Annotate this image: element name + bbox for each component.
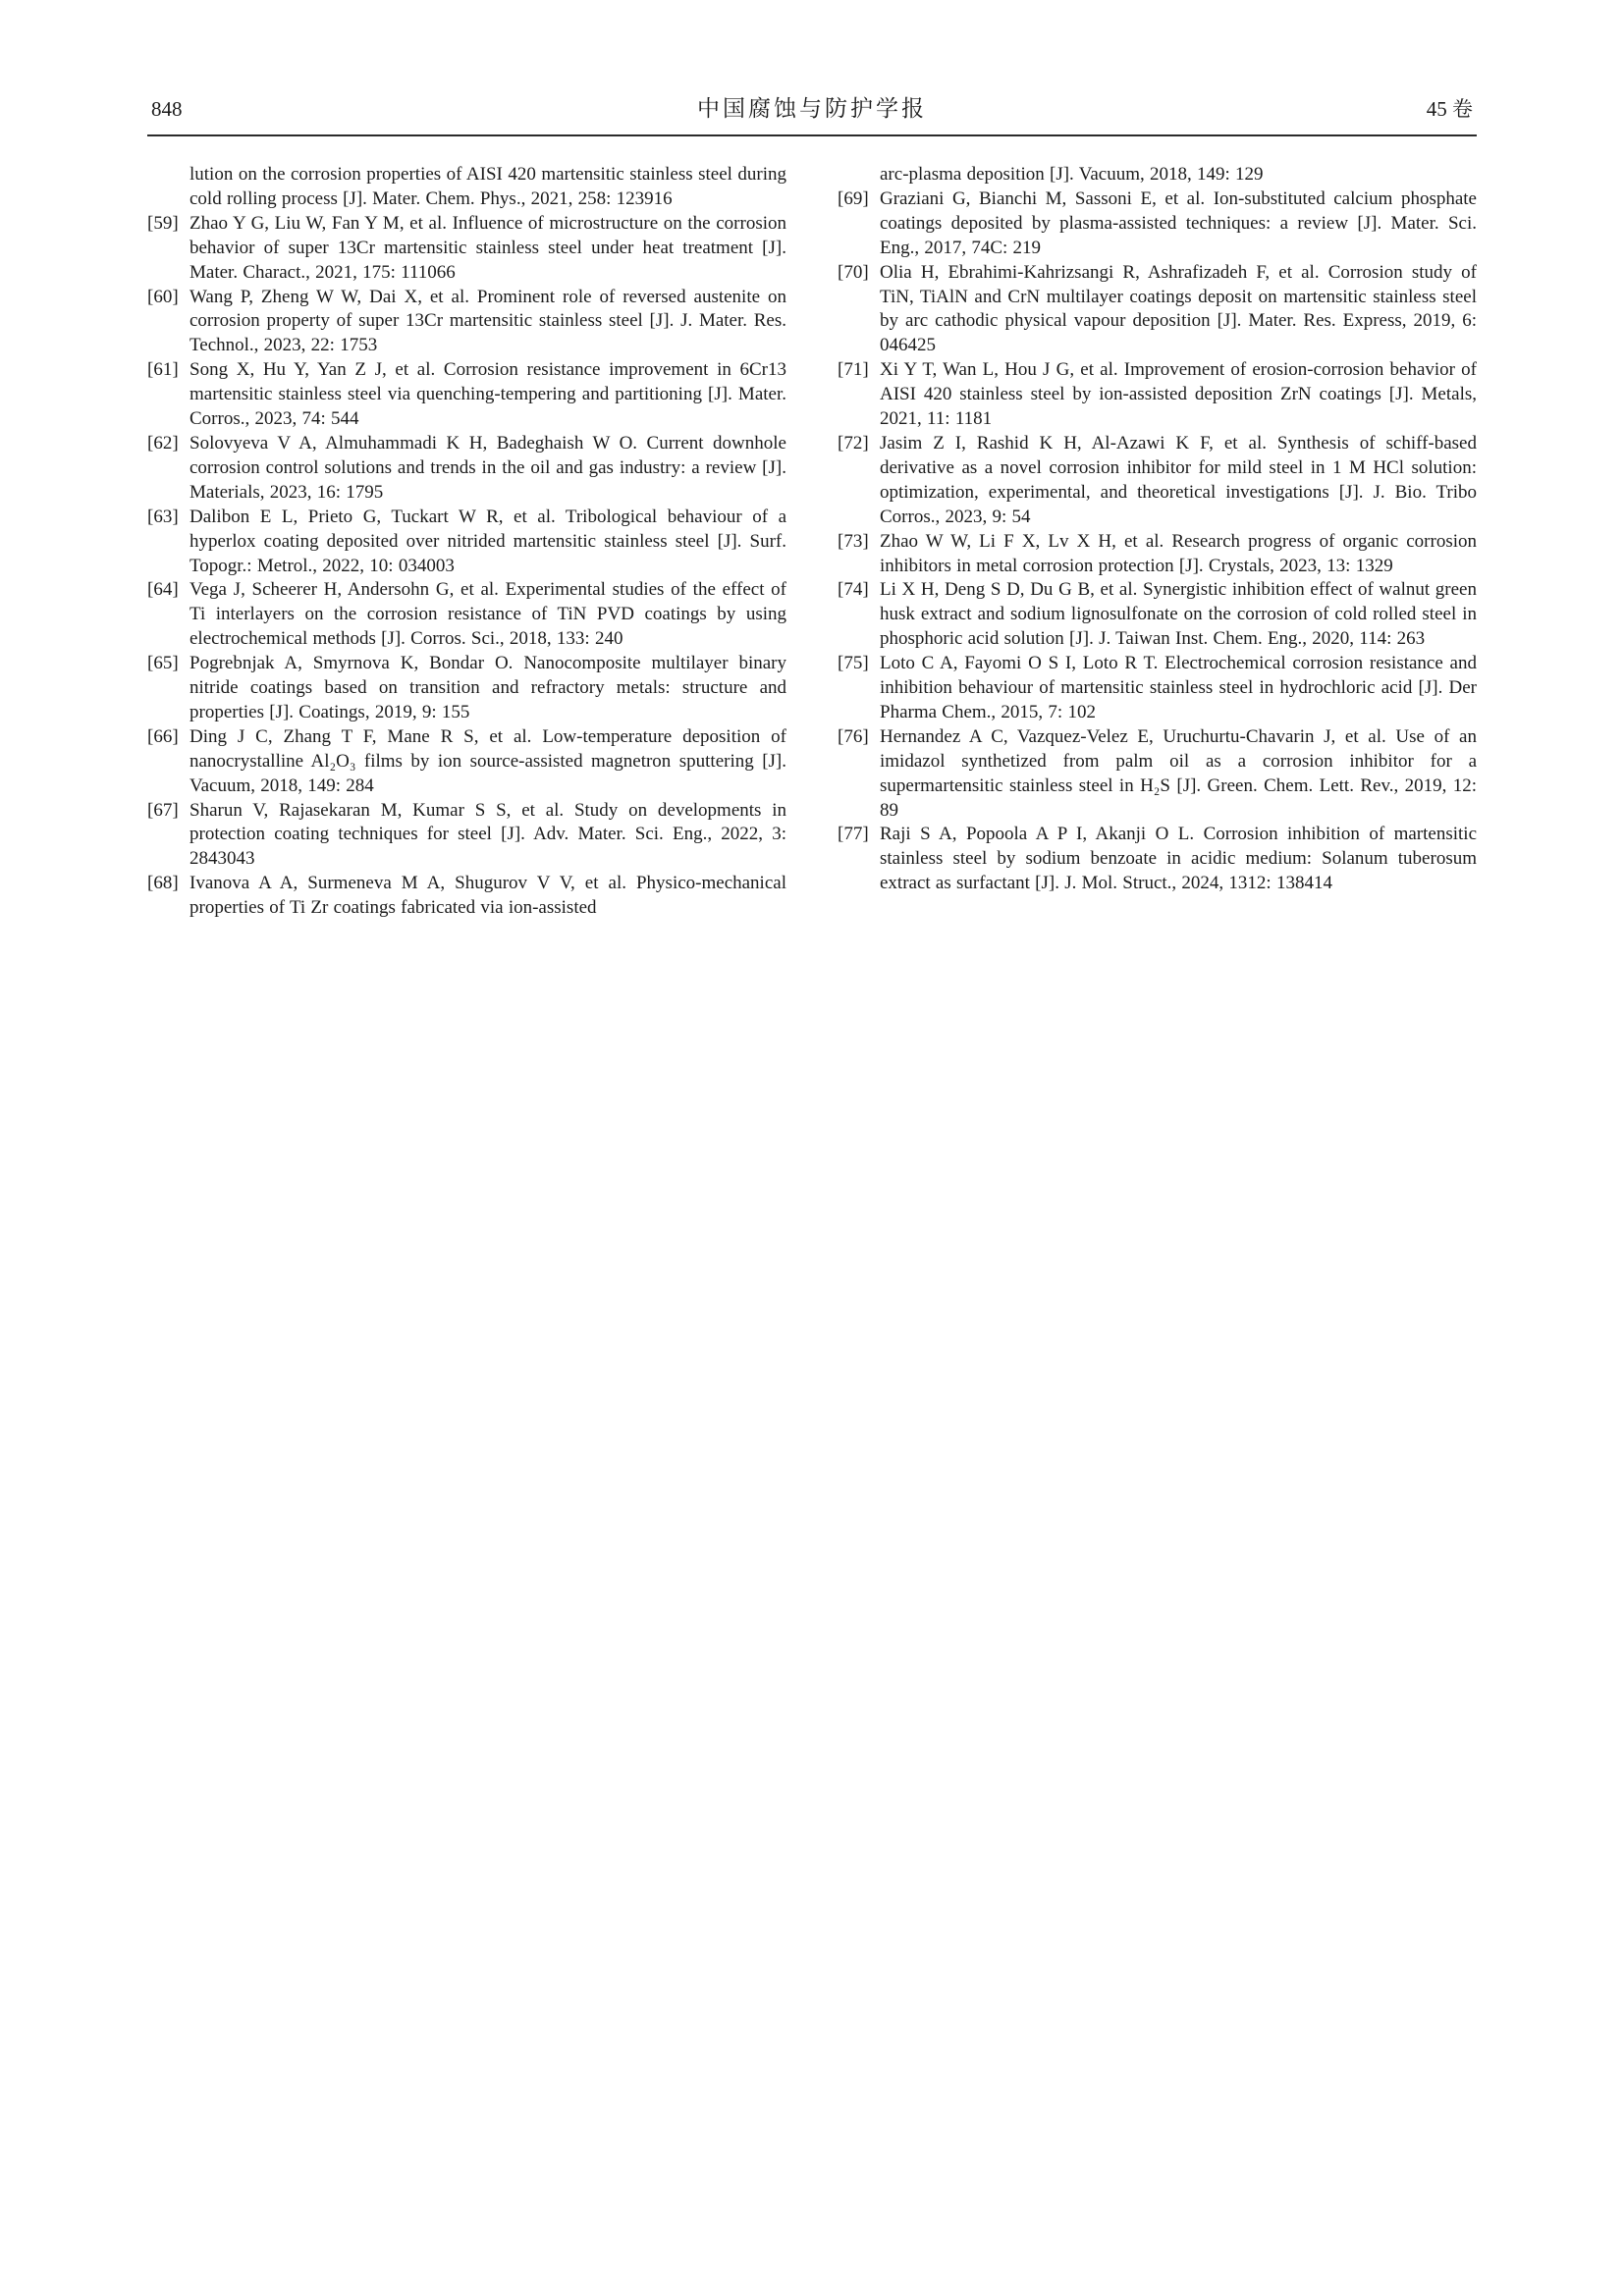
reference-number: [69] bbox=[838, 187, 869, 209]
reference-item bbox=[147, 506, 786, 579]
reference-number: [71] bbox=[838, 359, 869, 381]
reference-item bbox=[838, 187, 1477, 261]
reference-item bbox=[147, 432, 786, 506]
page-header bbox=[147, 0, 1477, 136]
reference-item bbox=[147, 652, 786, 725]
reference-number: [66] bbox=[147, 725, 179, 747]
references-section bbox=[147, 136, 1477, 921]
references-column-right bbox=[838, 163, 1477, 921]
reference-number: [64] bbox=[147, 579, 179, 601]
reference-text: Ivanova A A, Surmeneva M A, Shugurov V V, et al. Physico-mechanical properties of Ti Zr coatings fabricated via ion-assisted bbox=[189, 873, 786, 919]
reference-item bbox=[838, 358, 1477, 432]
reference-text: Li X H, Deng S D, Du G B, et al. Synergistic inhibition effect of walnut green husk extract and sodium lignosulfonate on the corrosion of cold rolled steel in phosphoric acid solution [J]. J. Taiwan Inst. Chem. Eng., 2020, 114: 263 bbox=[880, 579, 1477, 650]
reference-text: Zhao Y G, Liu W, Fan Y M, et al. Influence of microstructure on the corrosion behavior of super 13Cr martensitic stainless steel under heat treatment [J]. Mater. Charact., 2021, 175: 111066 bbox=[189, 212, 786, 283]
reference-text: Sharun V, Rajasekaran M, Kumar S S, et al. Study on developments in protection coating techniques for steel [J]. Adv. Mater. Sci. Eng., 2022, 3: 2843043 bbox=[189, 799, 786, 870]
reference-text: Zhao W W, Li F X, Lv X H, et al. Research progress of organic corrosion inhibitors in metal corrosion protection [J]. Crystals, 2023, 13: 1329 bbox=[880, 530, 1477, 576]
reference-text: Loto C A, Fayomi O S I, Loto R T. Electrochemical corrosion resistance and inhibition behaviour of martensitic stainless steel in hydrochloric acid [J]. Der Pharma Chem., 2015, 7: 102 bbox=[880, 653, 1477, 722]
reference-number: [70] bbox=[838, 261, 869, 283]
reference-number: [73] bbox=[838, 530, 869, 552]
reference-text: Pogrebnjak A, Smyrnova K, Bondar O. Nanocomposite multilayer binary nitride coatings based on transition and refractory metals: structure and properties [J]. Coatings, 2019, 9: 155 bbox=[189, 653, 786, 722]
reference-text: Xi Y T, Wan L, Hou J G, et al. Improvement of erosion-corrosion behavior of AISI 420 stainless steel by ion-assisted deposition ZrN coatings [J]. Metals, 2021, 11: 1181 bbox=[880, 359, 1477, 430]
reference-number: [72] bbox=[838, 432, 869, 454]
page-content bbox=[0, 0, 1624, 921]
reference-number: [68] bbox=[147, 873, 179, 894]
reference-item bbox=[838, 725, 1477, 824]
reference-text: Song X, Hu Y, Yan Z J, et al. Corrosion resistance improvement in 6Cr13 martensitic stainless steel via quenching-tempering and partitioning [J]. Mater. Corros., 2023, 74: 544 bbox=[189, 359, 786, 430]
reference-text: Wang P, Zheng W W, Dai X, et al. Prominent role of reversed austenite on corrosion property of super 13Cr martensitic stainless steel [J]. J. Mater. Res. Technol., 2023, 22: 1753 bbox=[189, 286, 786, 356]
reference-number: [67] bbox=[147, 799, 179, 821]
reference-item bbox=[838, 163, 1477, 187]
reference-item bbox=[147, 872, 786, 921]
reference-text: Jasim Z I, Rashid K H, Al-Azawi K F, et al. Synthesis of schiff-based derivative as a novel corrosion inhibitor for mild steel in 1 M HCl solution: optimization, experimental, and theoretical investigations [J]. J. Bio. Tribo Corros., 2023, 9: 54 bbox=[880, 432, 1477, 527]
reference-number: [75] bbox=[838, 653, 869, 674]
reference-number: [65] bbox=[147, 653, 179, 674]
reference-item bbox=[838, 823, 1477, 896]
reference-number: [74] bbox=[838, 579, 869, 601]
page-number: 848 bbox=[151, 97, 183, 121]
references-column-left bbox=[147, 163, 786, 921]
reference-text: arc-plasma deposition [J]. Vacuum, 2018, 149: 129 bbox=[880, 164, 1264, 185]
reference-item bbox=[838, 652, 1477, 725]
reference-text: lution on the corrosion properties of AISI 420 martensitic stainless steel during cold rolling process [J]. Mater. Chem. Phys., 2021, 258: 123916 bbox=[189, 164, 786, 209]
reference-item bbox=[147, 163, 786, 212]
reference-text: Ding J C, Zhang T F, Mane R S, et al. Low-temperature deposition of nanocrystalline Al₂O₃ films by ion source-assisted magnetron sputtering [J]. Vacuum, 2018, 149: 284 bbox=[189, 725, 786, 796]
reference-item bbox=[147, 799, 786, 873]
reference-text: Solovyeva V A, Almuhammadi K H, Badeghaish W O. Current downhole corrosion control solutions and trends in the oil and gas industry: a review [J]. Materials, 2023, 16: 1795 bbox=[189, 432, 786, 503]
reference-number: [61] bbox=[147, 359, 179, 381]
journal-title: 中国腐蚀与防护学报 bbox=[697, 96, 927, 121]
reference-item bbox=[838, 530, 1477, 579]
reference-item bbox=[147, 725, 786, 799]
reference-item bbox=[838, 261, 1477, 359]
reference-number: [77] bbox=[838, 824, 869, 845]
reference-item bbox=[838, 432, 1477, 530]
reference-number: [63] bbox=[147, 506, 179, 527]
reference-text: Olia H, Ebrahimi-Kahrizsangi R, Ashrafizadeh F, et al. Corrosion study of TiN, TiAlN and CrN multilayer coatings deposit on martensitic stainless steel by arc cathodic physical vapour deposition [J]. Mater. Res. Express, 2019, 6: 046425 bbox=[880, 261, 1477, 356]
reference-number: [62] bbox=[147, 432, 179, 454]
reference-item bbox=[147, 212, 786, 286]
reference-item bbox=[147, 286, 786, 359]
reference-text: Hernandez A C, Vazquez-Velez E, Uruchurtu-Chavarin J, et al. Use of an imidazol synthetized from palm oil as a corrosion inhibitor for a supermartensitic stainless steel in H₂S [J]. Green. Chem. Lett. Rev., 2019, 12: 89 bbox=[880, 725, 1477, 821]
reference-text: Raji S A, Popoola A P I, Akanji O L. Corrosion inhibition of martensitic stainless steel by sodium benzoate in acidic medium: Solanum tuberosum extract as surfactant [J]. J. Mol. Struct., 2024, 1312: 138414 bbox=[880, 824, 1477, 894]
volume-label: 45 卷 bbox=[1426, 97, 1473, 121]
reference-text: Dalibon E L, Prieto G, Tuckart W R, et al. Tribological behaviour of a hyperlox coating deposited over nitrided martensitic stainless steel [J]. Surf. Topogr.: Metrol., 2022, 10: 034003 bbox=[189, 506, 786, 576]
reference-item bbox=[147, 578, 786, 652]
reference-number: [76] bbox=[838, 725, 869, 747]
reference-item bbox=[838, 578, 1477, 652]
reference-number: [60] bbox=[147, 286, 179, 307]
reference-text: Vega J, Scheerer H, Andersohn G, et al. Experimental studies of the effect of Ti interlayers on the corrosion resistance of TiN PVD coatings by using electrochemical methods [J]. Corros. Sci., 2018, 133: 240 bbox=[189, 579, 786, 650]
reference-number: [59] bbox=[147, 212, 179, 234]
reference-item bbox=[147, 358, 786, 432]
reference-text: Graziani G, Bianchi M, Sassoni E, et al. Ion-substituted calcium phosphate coatings deposited by plasma-assisted techniques: a review [J]. Mater. Sci. Eng., 2017, 74C: 219 bbox=[880, 187, 1477, 258]
